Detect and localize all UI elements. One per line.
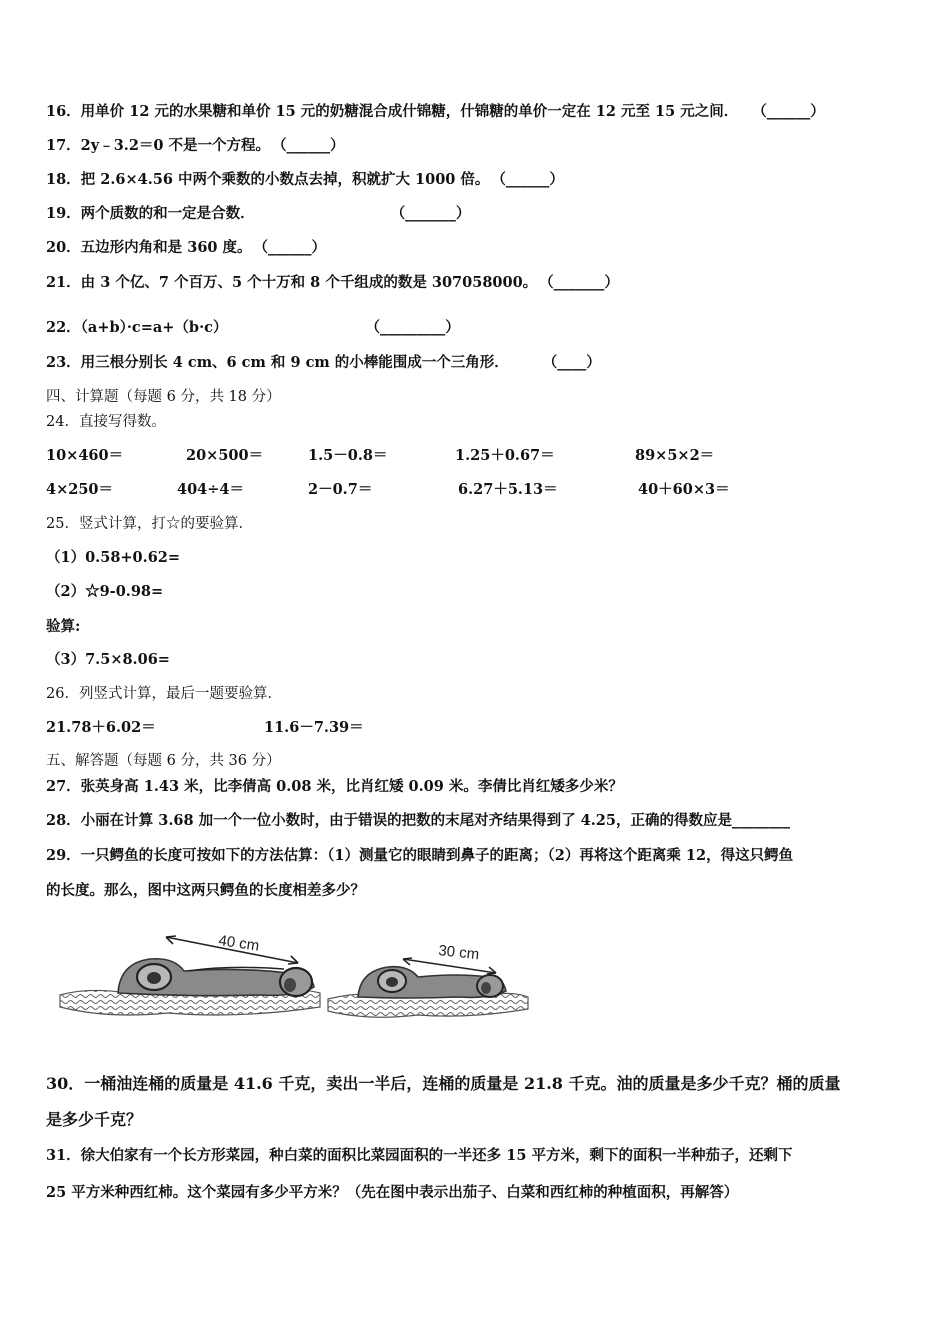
- question-25-1: （1）0.58+0.62=: [46, 549, 181, 566]
- crocodile-1: [60, 936, 320, 1015]
- oral-calc-item[interactable]: 4×250＝: [46, 481, 114, 498]
- question-24: 24．直接写得数。: [46, 414, 166, 430]
- answer-blank[interactable]: （______）: [752, 103, 825, 120]
- question-26: 26．列竖式计算，最后一题要验算．: [46, 686, 282, 702]
- oral-calc-item[interactable]: 20×500＝: [186, 447, 264, 464]
- question-25: 25．竖式计算，打☆的要验算．: [46, 516, 253, 532]
- section-title-calculation: 四、计算题（每题 6 分，共 18 分）: [46, 389, 281, 405]
- answer-blank[interactable]: （______）: [272, 137, 345, 154]
- question-text: 20．五边形内角和是 360 度。: [46, 239, 252, 256]
- distance-label-2: 30 cm: [437, 942, 480, 964]
- question-text: 21．由 3 个亿、7 个百万、5 个十万和 8 个千组成的数是 307058000。: [46, 274, 538, 291]
- crocodile-figure: [58, 915, 538, 1030]
- question-text: 22．（a+b）·c=a+（b·c）: [46, 319, 228, 336]
- section-title-word-problems: 五、解答题（每题 6 分，共 36 分）: [46, 753, 281, 769]
- question-text: 25 平方米种西红柿。这个菜园有多少平方米？（先在图中表示出茄子、白菜和西红柿的种植面积，再解答）: [46, 1184, 739, 1201]
- answer-blank[interactable]: （_________）: [365, 319, 460, 336]
- question-19: [46, 204, 470, 224]
- question-text: 18．把 2.6×4.56 中两个乘数的小数点去掉，积就扩大 1000 倍。: [46, 171, 490, 188]
- question-text: 16．用单价 12 元的水果糖和单价 15 元的奶糖混合成什锦糖，什锦糖的单价一定在 12 元至 15 元之间．: [46, 103, 739, 120]
- oral-calc-item[interactable]: 6.27＋5.13＝: [458, 481, 558, 498]
- answer-blank[interactable]: （______）: [253, 239, 327, 256]
- question-text: 30．一桶油连桶的质量是 41.6 千克，卖出一半后，连桶的质量是 21.8 千克。油的质量是多少千克？桶的质量: [46, 1074, 841, 1093]
- answer-blank[interactable]: （____）: [542, 354, 601, 371]
- question-text: 17．2y﹣3.2＝0 不是一个方程。: [46, 137, 271, 154]
- oral-calc-item[interactable]: 2－0.7＝: [308, 481, 373, 498]
- vertical-calc-item: 21.78＋6.02＝: [46, 719, 156, 736]
- distance-label-1: 40 cm: [217, 932, 261, 955]
- answer-blank[interactable]: （_______）: [539, 274, 619, 291]
- question-21: [46, 273, 619, 293]
- crocodile-2: [328, 958, 528, 1017]
- oral-calc-item[interactable]: 10×460＝: [46, 447, 124, 464]
- oral-calc-item[interactable]: 89×5×2＝: [635, 447, 715, 464]
- question-25-2: （2）☆9-0.98=: [46, 583, 164, 600]
- oral-calc-item[interactable]: 404÷4＝: [177, 481, 245, 498]
- question-text: 是多少千克？: [46, 1110, 143, 1129]
- question-25-3: （3）7.5×8.06=: [46, 651, 170, 668]
- question-17: [46, 136, 345, 156]
- vertical-calc-item: 11.6－7.39＝: [264, 719, 364, 736]
- question-23: [46, 353, 601, 373]
- check-label: 验算:: [46, 618, 81, 635]
- question-16: [46, 102, 825, 122]
- question-28: 28．小丽在计算 3.68 加一个一位小数时，由于错误的把数的末尾对齐结果得到了 4.25，正确的得数应是________: [46, 812, 790, 829]
- answer-blank[interactable]: （______）: [491, 171, 564, 188]
- question-text: 23．用三根分别长 4 cm、6 cm 和 9 cm 的小棒能围成一个三角形．: [46, 354, 509, 371]
- question-27: 27．张英身高 1.43 米，比李倩高 0.08 米，比肖红矮 0.09 米。李倩比肖红矮多少米？: [46, 778, 623, 795]
- oral-calc-item[interactable]: 40＋60×3＝: [638, 481, 730, 498]
- question-text: 的长度。那么，图中这两只鳄鱼的长度相差多少？: [46, 882, 365, 899]
- question-22: [46, 318, 460, 338]
- question-text: 31．徐大伯家有一个长方形菜园，种白菜的面积比菜园面积的一半还多 15 平方米，剩下的面积一半种茄子，还剩下: [46, 1147, 793, 1164]
- oral-calc-item[interactable]: 1.25＋0.67＝: [455, 447, 555, 464]
- oral-calc-item[interactable]: 1.5－0.8＝: [308, 447, 388, 464]
- question-18: [46, 170, 564, 190]
- question-text: 19．两个质数的和一定是合数．: [46, 205, 255, 222]
- question-text: 29．一只鳄鱼的长度可按如下的方法估算：（1）测量它的眼睛到鼻子的距离；（2）再将这个距离乘 12，得这只鳄鱼: [46, 847, 794, 864]
- question-20: [46, 238, 326, 258]
- answer-blank[interactable]: （_______）: [390, 205, 471, 222]
